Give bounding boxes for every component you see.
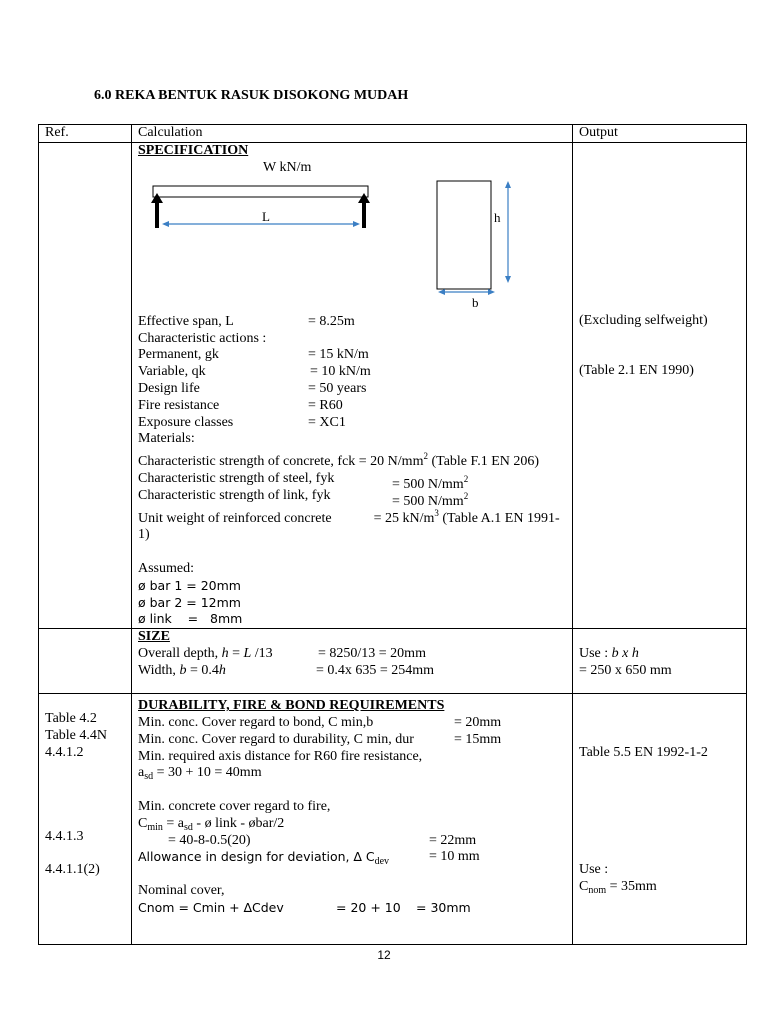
size-output-cell [573,629,747,694]
calculation-table [38,124,747,945]
width-label: b [472,294,479,310]
excluding-note: (Excluding selfweight) [579,313,708,328]
size-ref-cell [39,629,132,694]
spec-line: Fire resistance = R60 [138,397,343,413]
spec-line: Characteristic actions : [138,330,267,346]
spec-calc-cell [132,143,573,629]
spec-line: Materials: [138,431,195,447]
cmin-calc: = 40-8-0.5(20) = 22mm [168,832,477,848]
spec-output-cell [573,143,747,629]
table-2-1-note: (Table 2.1 EN 1990) [579,363,694,379]
nominal-cover-label: Nominal cover, [138,882,225,898]
header-output: Output [573,125,747,143]
spec-line: Effective span, L = 8.25m [138,313,355,329]
ref-4-4-1-2: 4.4.1.2 [45,744,84,760]
assumed-label: Assumed: [138,560,194,576]
bar-1: ø bar 1 = 20mm [138,577,241,593]
bar-2: ø bar 2 = 12mm [138,594,241,610]
link-strength: Characteristic strength of link, fyk = 500 $N/mm^2$ [138,487,469,509]
concrete-strength: Characteristic strength of concrete, fck = 20 $N/mm^2$ (Table F.1 EN 206) [138,451,540,470]
durability-ref-cell [39,694,132,945]
use-label: Use : [579,862,609,878]
height-label: h [494,209,501,225]
unit-weight: Unit weight of reinforced concrete = 25 $kN/m^3$ (Table A.1 EN 1991-1) [138,507,560,543]
ref-table-4-2: Table 4.2 [45,710,97,726]
durability-heading: DURABILITY, FIRE & BOND REQUIREMENTS [138,698,445,714]
durability-calc-cell [132,694,573,945]
nominal-cover-formula: Cnom = Cmin + ∆Cdev = 20 + 10 = 30mm [138,899,471,915]
load-label: W kN/m [263,159,312,175]
cnom-output: $C_{nom} = 35mm$ [579,878,657,896]
durability-output-cell [573,694,747,945]
overall-depth: Overall depth, h = L /13 = 8250/13 = 20mm [138,645,426,661]
durability-row [39,694,747,945]
beam-diagram [138,159,566,310]
page-number: 12 [377,948,391,962]
spec-line: Exposure classes = XC1 [138,414,346,430]
spec-ref-cell [39,143,132,629]
width: Width, b = 0.4h = 0.4x 635 = 254mm [138,662,435,678]
ref-table-4-4n: Table 4.4N [45,727,108,743]
header-ref: Ref. [39,125,132,143]
beam-drawing [132,160,573,300]
fire-cover-label: Min. concrete cover regard to fire, [138,798,331,814]
steel-strength: Characteristic strength of steel, fyk = 500 $N/mm^2$ [138,470,469,492]
asd-value: $a_{sd} = 30 + 10 = 40mm$ [138,765,262,783]
span-label: L [262,208,270,224]
specification-row [39,143,747,629]
size-calc-cell [132,629,573,694]
cover-bond: Min. conc. Cover regard to bond, C min,b = 20mm [138,714,502,730]
spec-line: Variable, qk = 10 kN/m [138,364,371,380]
spec-line: Permanent, gk = 15 kN/m [138,347,369,363]
cmin-formula: $C_{min} = a_{sd}$ - ø link - øbar/2 [138,815,285,833]
page-title: 6.0 REKA BENTUK RASUK DISOKONG MUDAH [94,88,409,103]
table-header-row [39,125,747,143]
deviation-allowance: Allowance in design for deviation, ∆ $C_{dev}$ = 10 mm [138,849,480,868]
ref-4-4-1-3: 4.4.1.3 [45,828,84,844]
header-calculation: Calculation [132,125,573,143]
spec-line: Design life = 50 years [138,380,367,396]
link-bar: ø link = 8mm [138,611,243,627]
spec-heading: SPECIFICATION [138,143,249,158]
use-dimensions: = 250 x 650 mm [579,662,672,678]
use-bxh: Use : b x h [579,645,639,661]
size-heading: SIZE [138,629,170,645]
size-row [39,629,747,694]
ref-4-4-1-1-2: 4.4.1.1(2) [45,862,100,878]
cover-durability: Min. conc. Cover regard to durability, C min, dur = 15mm [138,731,502,747]
table-5-5-note: Table 5.5 EN 1992-1-2 [579,744,708,760]
axis-distance: Min. required axis distance for R60 fire resistance, [138,748,423,764]
